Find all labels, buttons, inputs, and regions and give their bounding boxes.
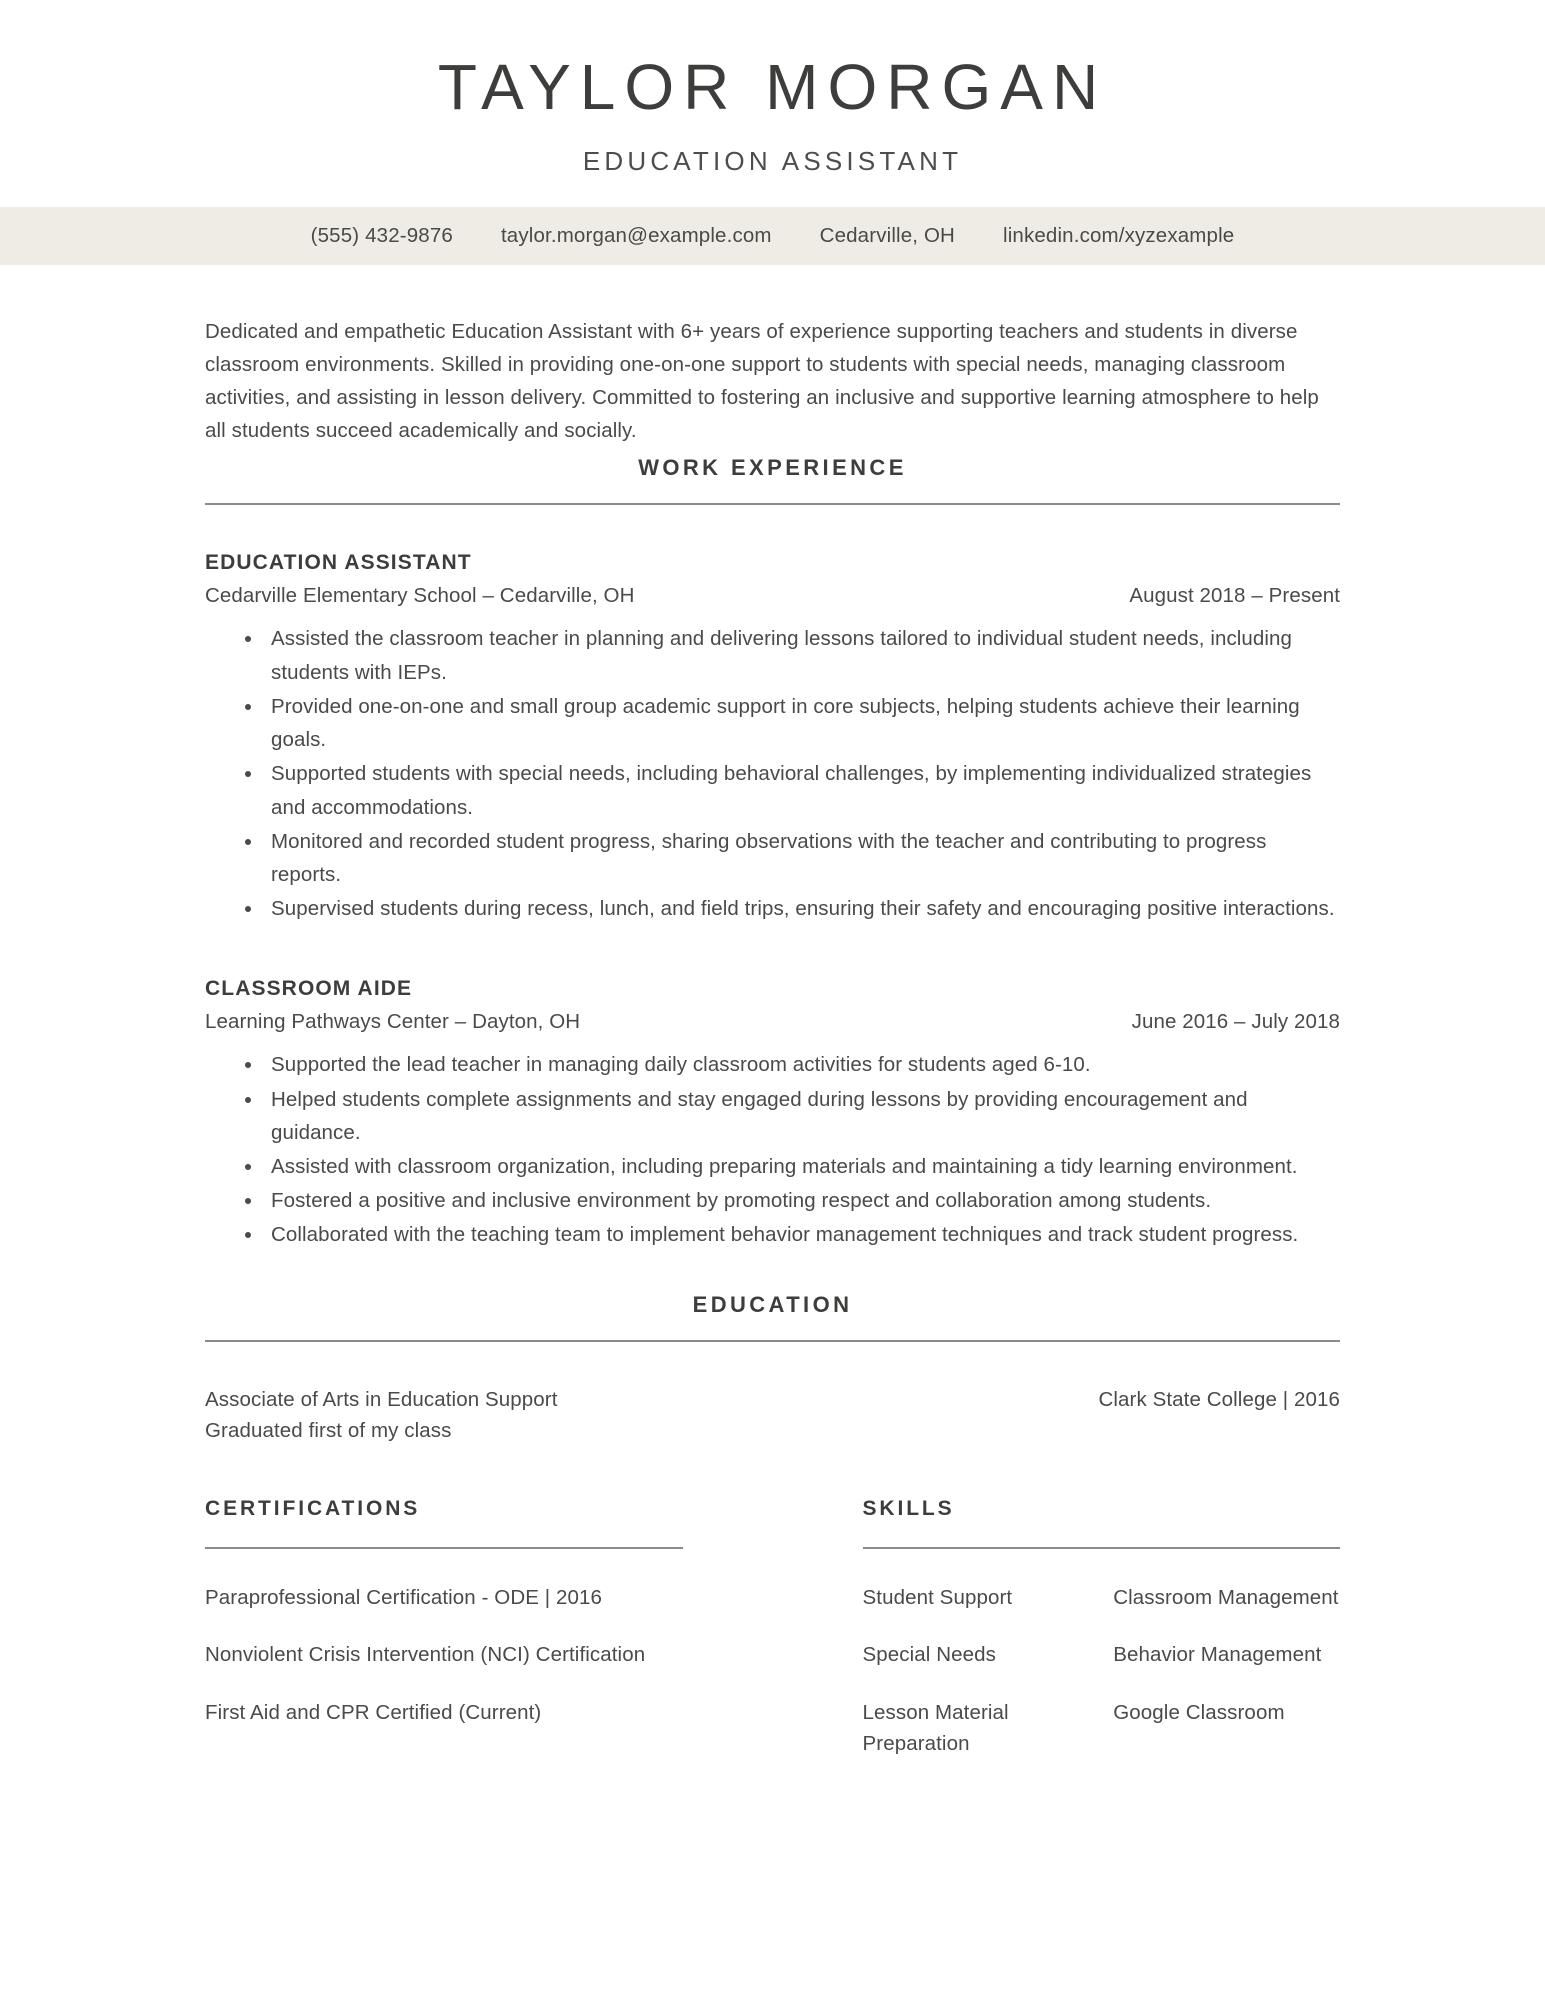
job-bullet: Provided one-on-one and small group academic support in core subjects, helping students achieve their learning goals. bbox=[243, 690, 1340, 756]
contact-location: Cedarville, OH bbox=[819, 223, 956, 247]
skills-list bbox=[863, 1583, 1341, 1760]
education-degree: Associate of Arts in Education Support bbox=[205, 1387, 558, 1411]
work-experience-section bbox=[205, 455, 1340, 1251]
certification-item: First Aid and CPR Certified (Current) bbox=[205, 1701, 542, 1725]
certification-item: Nonviolent Crisis Intervention (NCI) Certification bbox=[205, 1643, 646, 1667]
education-row bbox=[205, 1388, 1340, 1412]
job-bullet-list bbox=[205, 1048, 1340, 1251]
job-bullet: Helped students complete assignments and stay engaged during lessons by providing encouragement and guidance. bbox=[243, 1083, 1340, 1149]
job-bullet: Assisted the classroom teacher in planning and delivering lessons tailored to individual student needs, including students with IEPs. bbox=[243, 622, 1340, 688]
education-note: Graduated first of my class bbox=[205, 1418, 452, 1442]
job-role: CLASSROOM AIDE bbox=[205, 977, 413, 1001]
job-bullet: Monitored and recorded student progress, sharing observations with the teacher and contributing to progress reports. bbox=[243, 825, 1340, 891]
work-experience-heading: WORK EXPERIENCE bbox=[638, 455, 907, 481]
skill-item: Lesson Material Preparation bbox=[862, 1701, 1009, 1755]
certifications-list bbox=[205, 1583, 683, 1729]
skill-item: Student Support bbox=[862, 1585, 1013, 1609]
job-meta bbox=[205, 584, 1340, 608]
job-bullet: Assisted with classroom organization, including preparing materials and maintaining a tidy learning environment. bbox=[243, 1150, 1340, 1183]
resume-header bbox=[0, 0, 1545, 177]
job-dates: August 2018 – Present bbox=[1129, 584, 1340, 608]
skill-item: Classroom Management bbox=[1113, 1585, 1339, 1609]
education-section bbox=[205, 1292, 1340, 1443]
skill-item: Behavior Management bbox=[1113, 1643, 1322, 1667]
contact-phone[interactable]: (555) 432-9876 bbox=[310, 223, 453, 247]
certifications-column bbox=[205, 1497, 683, 1760]
job-bullet: Fostered a positive and inclusive environment by promoting respect and collaboration among students. bbox=[243, 1184, 1340, 1217]
job-entry bbox=[205, 977, 1340, 1251]
certifications-divider bbox=[205, 1547, 683, 1549]
job-bullet: Supervised students during recess, lunch, and field trips, ensuring their safety and encouraging positive interactions. bbox=[243, 892, 1340, 925]
job-dates: June 2016 – July 2018 bbox=[1131, 1010, 1340, 1034]
skills-column bbox=[863, 1497, 1341, 1760]
section-divider bbox=[205, 503, 1340, 505]
contact-items bbox=[287, 224, 1259, 248]
contact-linkedin[interactable]: linkedin.com/xyzexample bbox=[1003, 223, 1235, 247]
section-divider bbox=[205, 1340, 1340, 1342]
bottom-columns bbox=[205, 1497, 1340, 1760]
job-entry bbox=[205, 551, 1340, 925]
contact-email[interactable]: taylor.morgan@example.com bbox=[500, 223, 772, 247]
certification-item: Paraprofessional Certification - ODE | 2016 bbox=[205, 1585, 603, 1609]
professional-summary: Dedicated and empathetic Education Assistant with 6+ years of experience supporting teachers and students in diverse classroom environments. Skilled in providing one-on-one support to students with special needs, managing classroom activities, and assisting in lesson delivery. Committed to fostering an inclusive and supportive learning atmosphere to help all students succeed academically and socially. bbox=[205, 319, 1319, 443]
certifications-heading: CERTIFICATIONS bbox=[205, 1496, 421, 1520]
job-role: EDUCATION ASSISTANT bbox=[205, 551, 472, 575]
candidate-job-title: EDUCATION ASSISTANT bbox=[582, 145, 963, 176]
skill-item: Google Classroom bbox=[1113, 1701, 1285, 1725]
education-school: Clark State College | 2016 bbox=[1098, 1387, 1340, 1411]
contact-bar bbox=[0, 207, 1545, 265]
skills-heading: SKILLS bbox=[862, 1496, 955, 1520]
job-bullet: Supported students with special needs, including behavioral challenges, by implementing individualized strategies and accommodations. bbox=[243, 757, 1340, 823]
education-heading: EDUCATION bbox=[692, 1291, 853, 1317]
skill-item: Special Needs bbox=[862, 1643, 996, 1667]
job-bullet: Supported the lead teacher in managing daily classroom activities for students aged 6-10. bbox=[243, 1048, 1340, 1081]
education-entry bbox=[205, 1388, 1340, 1443]
candidate-name: TAYLOR MORGAN bbox=[437, 51, 1108, 123]
job-company: Cedarville Elementary School – Cedarville, OH bbox=[205, 584, 635, 608]
job-company: Learning Pathways Center – Dayton, OH bbox=[205, 1010, 581, 1034]
job-bullet-list bbox=[205, 622, 1340, 925]
job-meta bbox=[205, 1010, 1340, 1034]
skills-divider bbox=[863, 1547, 1341, 1549]
job-bullet: Collaborated with the teaching team to implement behavior management techniques and track student progress. bbox=[243, 1218, 1340, 1251]
resume-content bbox=[0, 315, 1545, 1760]
